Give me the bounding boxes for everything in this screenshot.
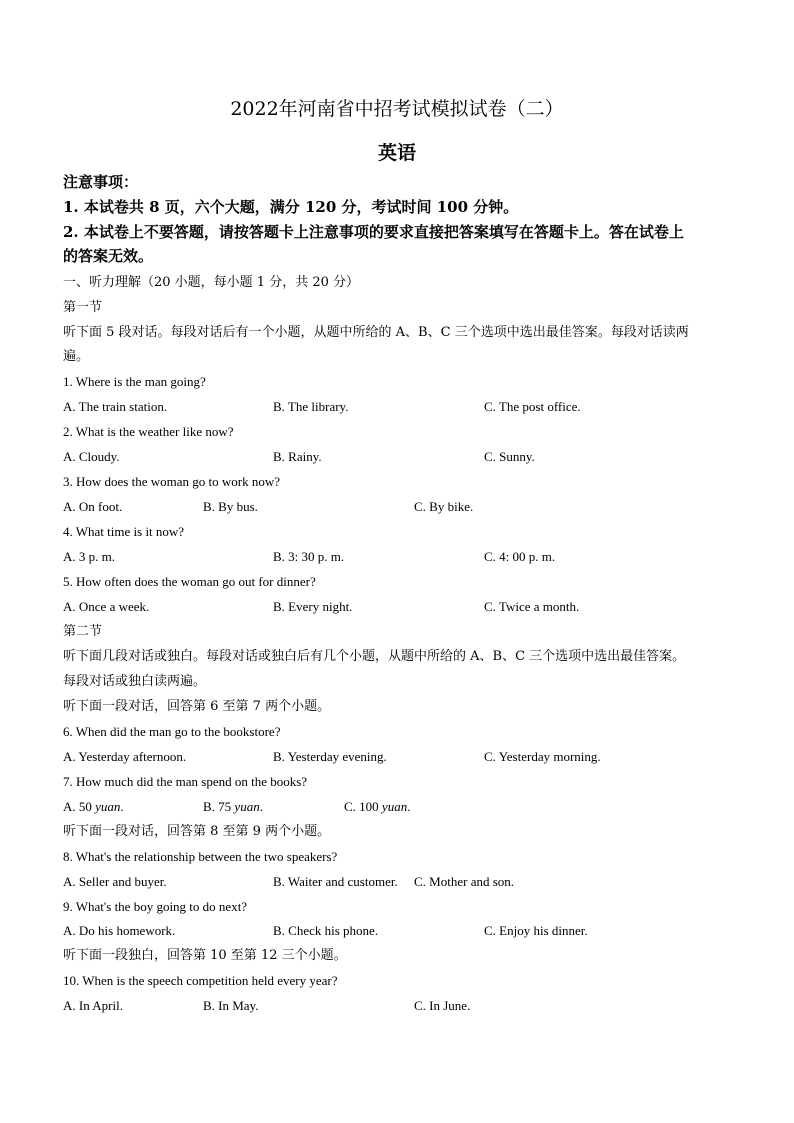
option-a-amount: A. 50: [63, 799, 96, 814]
exam-title: 2022年河南省中招考试模拟试卷（二）: [230, 98, 564, 120]
option-b-unit: yuan: [234, 799, 260, 814]
question-8-stem: 8. What's the relationship between the two speakers?: [63, 849, 338, 864]
note-1: 1. 本试卷共 8 页，六个大题，满分 120 分，考试时间 100 分钟。: [63, 198, 519, 216]
note-2-line-1: 2. 本试卷上不要答题，请按答题卡上注意事项的要求直接把答案填写在答题卡上。答在试卷上: [63, 223, 684, 241]
question-3-option-a: A. On foot.: [63, 499, 123, 514]
question-9-stem: 9. What's the boy going to do next?: [63, 899, 248, 914]
question-8-option-c: C. Mother and son.: [414, 874, 515, 889]
option-b-amount: B. 75: [203, 799, 235, 814]
question-6-stem: 6. When did the man go to the bookstore?: [63, 724, 281, 739]
question-8-option-a: A. Seller and buyer.: [63, 874, 167, 889]
option-a-unit: yuan: [95, 799, 121, 814]
option-b-period: .: [259, 799, 263, 814]
question-2-option-a: A. Cloudy.: [63, 449, 120, 464]
question-7-option-b: [203, 798, 263, 816]
option-c-period: .: [407, 799, 411, 814]
dialogue-2-instruction: 听下面一段对话，回答第 8 至第 9 两个小题。: [63, 824, 331, 839]
part1-heading: 一、听力理解（20 小题，每小题 1 分，共 20 分）: [63, 275, 360, 290]
question-5-option-c: C. Twice a month.: [484, 599, 580, 614]
notes-heading: 注意事项：: [63, 173, 139, 191]
question-10-option-c: C. In June.: [414, 998, 471, 1013]
section2-instruction-2: 每段对话或独白读两遍。: [63, 674, 207, 689]
subject-title: 英语: [377, 142, 416, 164]
question-3-stem: 3. How does the woman go to work now?: [63, 474, 280, 489]
option-c-amount: C. 100: [344, 799, 382, 814]
question-5-option-a: A. Once a week.: [63, 599, 150, 614]
question-5-option-b: B. Every night.: [273, 599, 353, 614]
question-6-option-c: C. Yesterday morning.: [484, 749, 601, 764]
question-6-option-b: B. Yesterday evening.: [273, 749, 387, 764]
question-9-option-b: B. Check his phone.: [273, 923, 379, 938]
question-4-stem: 4. What time is it now?: [63, 524, 185, 539]
question-9-option-c: C. Enjoy his dinner.: [484, 923, 588, 938]
question-10-stem: 10. When is the speech competition held every year?: [63, 973, 338, 988]
question-5-stem: 5. How often does the woman go out for dinner?: [63, 574, 316, 589]
question-2-option-b: B. Rainy.: [273, 449, 322, 464]
note-2-line-2: 的答案无效。: [63, 247, 154, 265]
option-c-unit: yuan: [381, 799, 408, 814]
question-1-stem: 1. Where is the man going?: [63, 374, 206, 389]
question-4-option-c: C. 4: 00 p. m.: [484, 549, 556, 564]
question-3-option-c: C. By bike.: [414, 499, 474, 514]
question-10-option-b: B. In May.: [203, 998, 259, 1013]
section1-instruction-1: 听下面 5 段对话。每段对话后有一个小题，从题中所给的 A、B、C 三个选项中选出最佳答案。每段对话读两: [63, 325, 689, 340]
question-2-stem: 2. What is the weather like now?: [63, 424, 234, 439]
section1-instruction-2: 遍。: [63, 349, 90, 364]
question-3-option-b: B. By bus.: [203, 499, 258, 514]
question-8-option-b: B. Waiter and customer.: [273, 874, 398, 889]
question-7-stem: 7. How much did the man spend on the books?: [63, 774, 308, 789]
dialogue-1-instruction: 听下面一段对话，回答第 6 至第 7 两个小题。: [63, 699, 331, 714]
question-7-option-c: [344, 798, 410, 816]
question-4-option-a: A. 3 p. m.: [63, 549, 115, 564]
question-10-option-a: A. In April.: [63, 998, 123, 1013]
question-6-option-a: A. Yesterday afternoon.: [63, 749, 187, 764]
section1-label: 第一节: [63, 300, 103, 315]
question-4-option-b: B. 3: 30 p. m.: [273, 549, 345, 564]
monologue-instruction: 听下面一段独白，回答第 10 至第 12 三个小题。: [63, 948, 347, 963]
question-7-option-a: [63, 798, 124, 816]
option-a-period: .: [120, 799, 124, 814]
question-1-option-a: A. The train station.: [63, 399, 168, 414]
question-1-option-c: C. The post office.: [484, 399, 581, 414]
question-9-option-a: A. Do his homework.: [63, 923, 176, 938]
section2-label: 第二节: [63, 624, 103, 639]
question-1-option-b: B. The library.: [273, 399, 349, 414]
question-2-option-c: C. Sunny.: [484, 449, 535, 464]
section2-instruction-1: 听下面几段对话或独白。每段对话或独白后有几个小题，从题中所给的 A、B、C 三个选项中选出最佳答案。: [63, 649, 686, 664]
